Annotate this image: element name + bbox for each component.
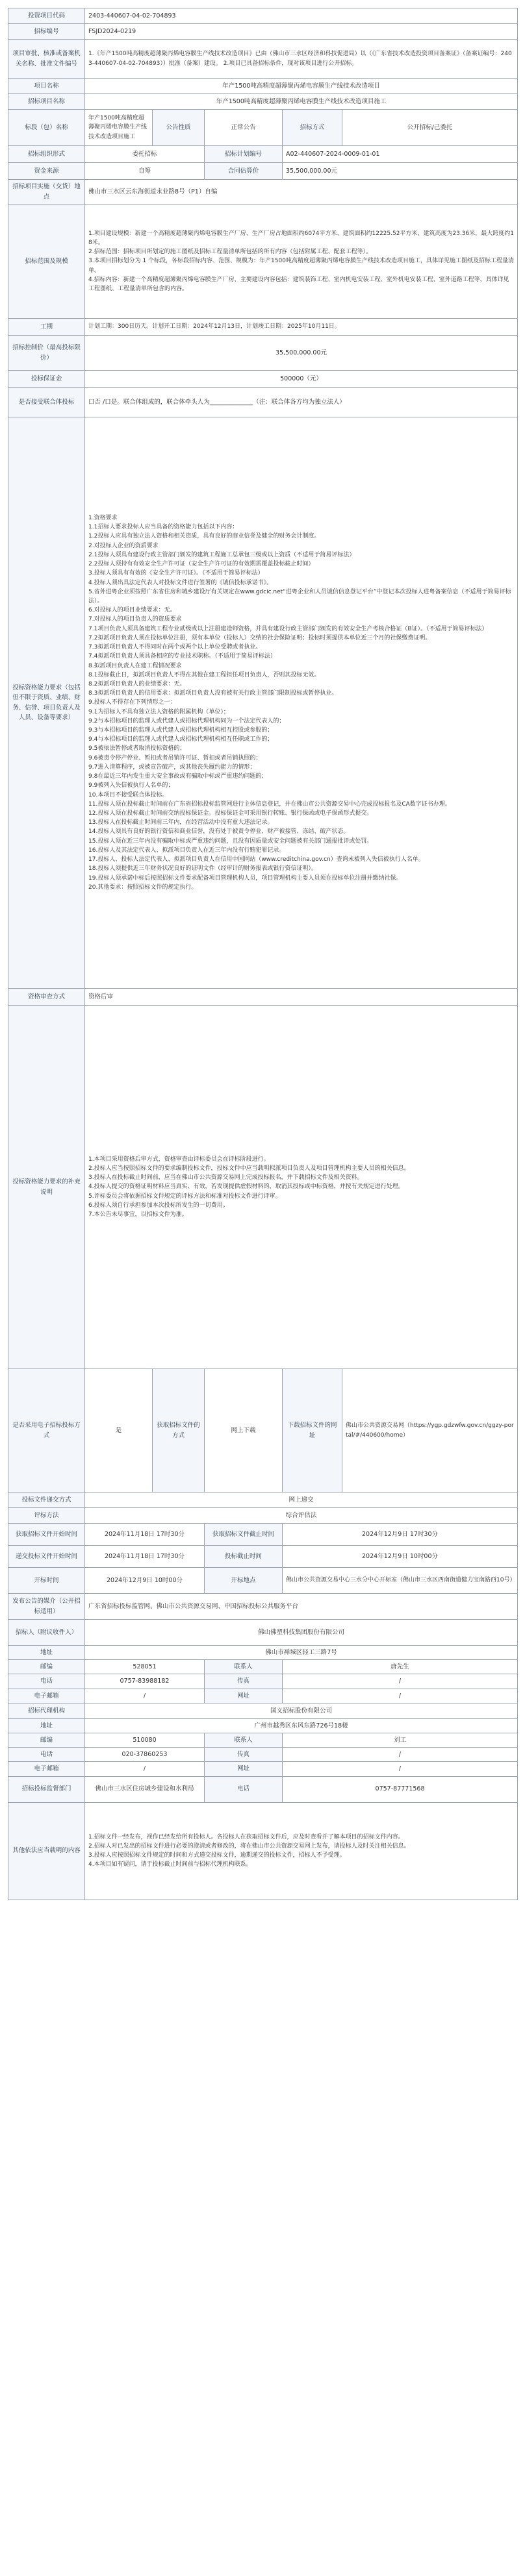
- tenderer-email-value: /: [85, 1689, 205, 1703]
- requirement-item: 6.对投标人的项目业绩要求：无。: [88, 607, 176, 614]
- row-submit-time: [8, 1546, 518, 1568]
- scope-item: 4.招标内容：新建一个高精度超薄聚丙烯电容膜生产厂房，主要建设内容包括：建筑装饰工程、室内机电安装工程、室外机电安装工程、室外道路工程等，具体详见工程图纸、工程量清单所包含的内容。: [88, 276, 509, 293]
- verify-value: 资格后审: [85, 989, 518, 1006]
- row-verify: [8, 989, 518, 1006]
- supervisor-tel-value: 0757-87771568: [283, 1776, 518, 1802]
- tenderer-email-label: 电子邮箱: [8, 1689, 85, 1703]
- tenderer-value: 佛山佛塑科技集团股份有限公司: [85, 1620, 518, 1646]
- requirement-item: 9.7进入清算程序，或被宣告破产，或其他丧失履约能力的情形；: [88, 763, 256, 771]
- agency-tel-label: 电话: [8, 1748, 85, 1762]
- org-label: 招标组织形式: [8, 146, 85, 163]
- agency-web-value: /: [283, 1762, 518, 1776]
- joint-bid-value: 口否 /口是。联合体组成的，联合体牵头人为______________（注：联合体各方均为独立法人）: [85, 388, 518, 417]
- submit-method-value: 网上递交: [85, 1492, 518, 1508]
- doc-start-value: 2024年11月18日 17时30分: [85, 1524, 205, 1546]
- requirement-item: 2.对投标人企业的资质要求: [88, 542, 159, 549]
- row-project-code: [8, 8, 518, 24]
- agency-contact-value: 刘工: [283, 1733, 518, 1747]
- doc-end-label: 获取招标文件截止时间: [205, 1524, 283, 1546]
- agency-fax-value: /: [283, 1748, 518, 1762]
- row-joint-bid: [8, 388, 518, 417]
- tenderer-tel-label: 电话: [8, 1674, 85, 1689]
- open-time-value: 2024年12月9日 10时00分: [85, 1568, 205, 1594]
- tenderer-addr-label: 地址: [8, 1646, 85, 1660]
- row-supervisor: [8, 1776, 518, 1802]
- requirement-item: 17.投标人、投标人法定代表人、拟派项目负责人在信用中国网站（www.creditchina.gov.cn）查询未被列入失信被执行人名单。: [88, 856, 424, 863]
- tenderer-zip-label: 邮编: [8, 1660, 85, 1674]
- row-notes: [8, 1006, 518, 1369]
- budget-source-value: 自筹: [85, 163, 205, 180]
- tender-no-label: 招标编号: [8, 24, 85, 40]
- agency-addr-label: 地址: [8, 1718, 85, 1733]
- requirement-item: 9.4与本招标项目的监理人或代建人或招标代理机构相互任职或工作的；: [88, 736, 274, 743]
- note-item: 6.投标人须自行承担参加本次投标所发生的一切费用。: [88, 1202, 229, 1209]
- requirement-item: 7.4拟派项目负责人须具备相应的专业技术职称。（不适用于简易评标法）: [88, 653, 276, 660]
- other-item: 3.投标人应按照招标文件规定的时间和方式递交投标文件，逾期递交的投标文件，招标人不予受理。: [88, 1852, 346, 1859]
- row-tenderer-zip: [8, 1660, 518, 1674]
- agency-email-value: /: [85, 1762, 205, 1776]
- note-item: 1.本项目采用资格后审方式，资格审查由评标委员会在评标阶段进行。: [88, 1156, 270, 1163]
- requirement-item: 9.1为招标人不具有独立法人资格的附属机构（单位）；: [88, 708, 229, 715]
- note-item: 5.评标委员会将依据招标文件规定的评标方法和标准对投标文件进行评审。: [88, 1193, 281, 1200]
- requirement-item: 9.投标人不得存在下列情形之一：: [88, 699, 176, 706]
- row-submit-method: [8, 1492, 518, 1508]
- agency-web-label: 网址: [205, 1762, 283, 1776]
- requirement-item: 15.投标人须在近三年内没有骗取中标或严重违约问题，且没有因质量或安全问题被有关部门通报批评或处罚。: [88, 837, 373, 845]
- tenderer-label: 招标人（附议收件人）: [8, 1620, 85, 1646]
- agency-label: 招标代理机构: [8, 1703, 85, 1718]
- requirement-item: 10.本项目不接受联合体投标。: [88, 791, 168, 799]
- agency-email-label: 电子邮箱: [8, 1762, 85, 1776]
- requirement-item: 9.6被责令停产停业、暂扣或者吊销许可证、暂扣或者吊销执照的；: [88, 754, 262, 762]
- row-eval: [8, 1508, 518, 1524]
- requirement-item: 9.5被依法暂停或者取消投标资格的；: [88, 745, 186, 752]
- row-agency-zip: [8, 1733, 518, 1747]
- tender-project-name-label: 招标项目名称: [8, 94, 85, 110]
- submit-start-label: 递交投标文件开始时间: [8, 1546, 85, 1568]
- project-code-label: 投资项目代码: [8, 8, 85, 24]
- requirement-item: 1.2投标人应具有独立法人资格和相关资质，具有良好的商业信誉及健全的财务会计制度。: [88, 533, 320, 540]
- requirement-item: 7.2拟派项目负责人须在投标单位注册，须有本单位（投标人）交纳的社会保险证明；投标时须提供本单位近三个月的社保缴费证明。: [88, 634, 431, 641]
- tenderer-web-value: /: [283, 1689, 518, 1703]
- requirement-item: 11.投标人须在投标截止时间前在广东省招标投标监管网进行主体信息登记，并在佛山市公共资源交易中心完成投标报名及CA数字证书办理。: [88, 800, 451, 808]
- e-bid-label: 是否采用电子招标投标方式: [8, 1369, 85, 1492]
- doc-end-value: 2024年12月9日 17时30分: [283, 1524, 518, 1546]
- requirement-item: 8.2拟派项目负责人的业绩要求：无。: [88, 680, 186, 687]
- row-tenderer-email: [8, 1689, 518, 1703]
- tender-method-label: 招标方式: [283, 110, 342, 146]
- notice-type-label: 公告性质: [153, 110, 205, 146]
- tenderer-addr-value: 佛山市禅城区轻工三路7号: [85, 1646, 518, 1660]
- scope-item: 2.招标范围：招标项目所划定的施工图纸及招标工程量清单所包括的所有内容（包括附属工程、配套工程等）。: [88, 249, 372, 256]
- notes-label: 投标资格能力要求的补充说明: [8, 1006, 85, 1369]
- row-scope: [8, 204, 518, 319]
- tenderer-fax-label: 传真: [205, 1674, 283, 1689]
- supervisor-value: 佛山市三水区住房城乡建设和水利局: [85, 1776, 205, 1802]
- media-label: 发布公告的媒介（公开招标适用）: [8, 1594, 85, 1620]
- requirement-item: 12.投标人须在投标截止时间前交纳投标保证金。投标保证金可采用银行转账、银行保函或电子保函形式提交。: [88, 810, 373, 817]
- requirement-item: 7.1项目负责人须具备建筑工程专业贰级或以上注册建造师资格，并具有建设行政主管部门颁发的有效安全生产考核合格证（B证）。（不适用于简易评标法）: [88, 625, 488, 632]
- get-doc-label: 获取招标文件的方式: [153, 1369, 205, 1492]
- row-tenderer-addr: [8, 1646, 518, 1660]
- scope-item: 3.本项目招标划分为 1 个标段，各标段招标内容、范围、规模为：年产1500吨高精度超薄聚丙烯电容膜生产线技术改造项目施工，具体详见施工图纸及招标工程量清单。: [88, 258, 514, 274]
- tender-project-name-value: 年产1500吨高精度超薄聚丙烯电容膜生产线技术改造项目施工: [85, 94, 518, 110]
- submit-start-value: 2024年11月18日 17时30分: [85, 1546, 205, 1568]
- row-agency: [8, 1703, 518, 1718]
- requirement-item: 8.1投标截止日，拟派项目负责人不得在其他在建工程担任项目负责人，否则其投标无效。: [88, 671, 320, 678]
- other-item: 4.本项目如有疑问，请于投标截止时间前与招标代理机构联系。: [88, 1861, 252, 1868]
- requirement-item: 20.其他要求：按照招标文件的规定执行。: [88, 884, 198, 891]
- requirement-item: 9.3与本招标项目的监理人或代建人或招标代理机构相互控股或参股的；: [88, 727, 274, 734]
- agency-tel-value: 020-37860253: [85, 1748, 205, 1762]
- other-item: 1.招标文件一经发布，视作已经发给所有投标人。各投标人在获取招标文件后，应及时查看并了解本项目的招标文件内容。: [88, 1833, 404, 1840]
- requirement-item: 14.投标人须具有良好的银行资信和商业信誉，没有处于被责令停业、财产被接管、冻结、破产状态。: [88, 828, 350, 836]
- agency-zip-value: 510080: [85, 1733, 205, 1747]
- other-body: [85, 1802, 518, 1900]
- verify-label: 资格审查方式: [8, 989, 85, 1006]
- doc-start-label: 获取招标文件开始时间: [8, 1524, 85, 1546]
- row-agency-tel: [8, 1748, 518, 1762]
- row-requirements: [8, 417, 518, 989]
- get-doc-value: 网上下载: [205, 1369, 283, 1492]
- supervisor-tel-label: 电话: [205, 1776, 283, 1802]
- other-item: 2.招标人对已发出的招标文件进行必要的澄清或者修改的，将在佛山市公共资源交易网上发布，请投标人及时关注相关信息。: [88, 1842, 410, 1850]
- row-doc-time: [8, 1524, 518, 1546]
- agency-contact-label: 联系人: [205, 1733, 283, 1747]
- media-value: 广东省招标投标监管网、佛山市公共资源交易网、中国招标投标公共服务平台: [85, 1594, 518, 1620]
- row-deposit: [8, 371, 518, 388]
- requirement-item: 2.1投标人须具有建设行政主管部门颁发的建筑工程施工总承包三级或以上资质（不适用于简易评标法）: [88, 551, 355, 558]
- row-section: [8, 110, 518, 146]
- tenderer-zip-value: 528051: [85, 1660, 205, 1674]
- deposit-value: 500000（元）: [85, 371, 518, 388]
- eval-value: 综合评估法: [85, 1508, 518, 1524]
- joint-bid-label: 是否接受联合体投标: [8, 388, 85, 417]
- requirement-item: 5.省外进粤企业须按照广东省住房和城乡建设厅有关规定在www.gdcic.net“进粤企业和人员诚信信息登记平台”中登记本次投标人进粤备案信息（不适用于简易评标法）。: [88, 588, 511, 604]
- row-project-name: [8, 79, 518, 94]
- section-label: 标段（包）名称: [8, 110, 85, 146]
- row-budget: [8, 163, 518, 180]
- requirement-item: 8.拟派项目负责人在建工程情况要求: [88, 662, 182, 669]
- tenderer-contact-label: 联系人: [205, 1660, 283, 1674]
- open-place-label: 开标地点: [205, 1568, 283, 1594]
- row-tenderer: [8, 1620, 518, 1646]
- estimate-value: 35,500,000.00元: [283, 163, 518, 180]
- row-control-price: [8, 336, 518, 371]
- requirement-item: 3.投标人须具有有效的《安全生产许可证》。（不适用于简易评标法）: [88, 570, 264, 577]
- row-open: [8, 1568, 518, 1594]
- e-bid-value: 是: [85, 1369, 153, 1492]
- row-agency-addr: [8, 1718, 518, 1733]
- requirements-body: [85, 417, 518, 989]
- doc-site-label: 下载招标文件的网址: [283, 1369, 342, 1492]
- requirement-item: 18.投标人须提供近三年财务状况良好的证明文件（经审计的财务报表或银行资信证明）。: [88, 865, 317, 873]
- eval-label: 评标方法: [8, 1508, 85, 1524]
- requirement-item: 9.2与本招标项目的监理人或代建人或招标代理机构同为一个法定代表人的；: [88, 717, 285, 724]
- tender-method-value: 公开招标/己委托: [342, 110, 518, 146]
- org-value: 委托招标: [85, 146, 205, 163]
- note-item: 3.投标人在投标截止时间前，应当在佛山市公共资源交易网上完成投标报名，并下载招标文件及相关资料。: [88, 1174, 363, 1182]
- agency-addr-value: 广州市越秀区东风东路726号18楼: [85, 1718, 518, 1733]
- row-tenderer-tel: [8, 1674, 518, 1689]
- control-price-value: 35,500,000.00元: [85, 336, 518, 371]
- row-media: [8, 1594, 518, 1620]
- row-approval: [8, 40, 518, 79]
- requirement-item: 1.资格要求: [88, 515, 118, 522]
- location-label: 招标项目实施（交货）地点: [8, 180, 85, 204]
- requirement-item: 13.投标人在投标截止时间前三年内，在经营活动中没有重大违法记录。: [88, 819, 274, 826]
- note-item: 2.投标人应当按照招标文件的要求编制投标文件，投标文件中应当载明拟派项目负责人及项目管理机构主要人员的相关信息。: [88, 1165, 410, 1172]
- notice-type-value: 正常公告: [205, 110, 283, 146]
- other-label: 其他依法应当载明的内容: [8, 1802, 85, 1900]
- section-value: 年产1500吨高精度超薄聚丙烯电容膜生产线技术改造项目施工: [85, 110, 153, 146]
- tender-announcement: [8, 8, 517, 1900]
- notes-body: [85, 1006, 518, 1369]
- requirement-item: 9.9被列入失信被执行人名单的；: [88, 782, 174, 789]
- tender-no-value: FSJD2024-0219: [85, 24, 518, 40]
- project-code-value: 2403-440607-04-02-704893: [85, 8, 518, 24]
- period-item: 计划工期：300日历天。计划开工日期：2024年12月13日，计划竣工日期：2025年10月11日。: [88, 323, 340, 330]
- approval-value: 1.《年产1500吨高精度超薄聚丙烯电容膜生产线技术改造项目》已由（佛山市三水区经济和科技促进局）以（《广东省技术改造投资项目备案证》（备案证编号：2403-440607-04-02-704893））批准（备案）建设。 2.项目已具备招标条件，现对该项目进行公开招标。: [85, 40, 518, 79]
- requirement-item: 7.3拟派项目负责人不得同时在两个或两个以上单位受聘或者执业。: [88, 644, 262, 651]
- requirement-item: 2.2投标人须持有有效安全生产许可证（安全生产许可证的有效期需覆盖投标截止时间）: [88, 561, 314, 568]
- budget-source-label: 资金来源: [8, 163, 85, 180]
- period-label: 工期: [8, 319, 85, 336]
- requirements-label: 投标资格能力要求（包括但不限于资质、业绩、财务、信誉、项目负责人及人员、设备等要求）: [8, 417, 85, 989]
- agency-zip-label: 邮编: [8, 1733, 85, 1747]
- estimate-label: 合同估算价: [205, 163, 283, 180]
- tenderer-contact-value: 唐先生: [283, 1660, 518, 1674]
- control-price-label: 招标控制价（最高投标限价）: [8, 336, 85, 371]
- row-location: [8, 180, 518, 204]
- deadline-label: 投标截止时间: [205, 1546, 283, 1568]
- row-agency-email: [8, 1762, 518, 1776]
- row-other: [8, 1802, 518, 1900]
- requirement-item: 7.对投标人的项目负责人的资质要求: [88, 616, 182, 623]
- row-organization: [8, 146, 518, 163]
- submit-method-label: 投标文件递交方式: [8, 1492, 85, 1508]
- tenderer-web-label: 网址: [205, 1689, 283, 1703]
- open-place-value: 佛山市公共资源交易中心三水分中心开标室（佛山市三水区西南街道健力宝南路西10号）: [283, 1568, 518, 1594]
- agency-fax-label: 传真: [205, 1748, 283, 1762]
- requirement-item: 16.投标人及其法定代表人、拟派项目负责人在近三年内没有行贿犯罪记录。: [88, 847, 285, 854]
- tenderer-tel-value: 0757-83988182: [85, 1674, 205, 1689]
- open-time-label: 开标时间: [8, 1568, 85, 1594]
- row-e-bid: [8, 1369, 518, 1492]
- requirement-item: 1.1招标人要求投标人应当具备的资格能力包括以下内容：: [88, 524, 238, 531]
- tenderer-fax-value: /: [283, 1674, 518, 1689]
- requirement-item: 4.投标人须出具法定代表人对投标文件进行签署的《诚信投标承诺书》。: [88, 579, 273, 586]
- requirement-item: 19.投标人须承诺中标后按照招标文件要求配备项目管理机构人员，项目管理机构主要人员须在投标单位注册并缴纳社保。: [88, 874, 402, 882]
- announcement-table: [8, 8, 518, 1900]
- plan-no-value: A02-440607-2024-0009-01-01: [283, 146, 518, 163]
- doc-site-value: 佛山市公共资源交易网（https://ygp.gdzwfw.gov.cn/ggzy-portal/#/440600/home）: [342, 1369, 518, 1492]
- agency-value: 国义招标股份有限公司: [85, 1703, 518, 1718]
- row-tender-no: [8, 24, 518, 40]
- scope-label: 招标范围及规模: [8, 204, 85, 319]
- plan-no-label: 招标计划编号: [205, 146, 283, 163]
- note-item: 4.投标人提交的资格证明材料应当真实、有效，若发现提供虚假材料的，取消其投标或中标资格，并按有关规定进行处理。: [88, 1183, 404, 1191]
- supervisor-label: 招标投标监督部门: [8, 1776, 85, 1802]
- deadline-value: 2024年12月9日 10时00分: [283, 1546, 518, 1568]
- project-name-value: 年产1500吨高精度超薄聚丙烯电容膜生产线技术改造项目: [85, 79, 518, 94]
- requirement-item: 9.8在最近三年内发生重大安全事故或有骗取中标或严重违约问题的；: [88, 773, 268, 780]
- location-value: 佛山市三水区云东海街道永业路8号（P1）自编: [85, 180, 518, 204]
- project-name-label: 项目名称: [8, 79, 85, 94]
- row-tender-project-name: [8, 94, 518, 110]
- row-period: [8, 319, 518, 336]
- note-item: 7.本公告未尽事宜，以招标文件为准。: [88, 1211, 188, 1219]
- scope-item: 1.项目建设规模：新建一个高精度超薄聚丙烯电容膜生产厂房、生产厂房占地面积约6074平方米、建筑面积约12225.52平方米、建筑高度为23.36米，最大跨度约18米。: [88, 230, 514, 246]
- deposit-label: 投标保证金: [8, 371, 85, 388]
- requirement-item: 8.3拟派项目负责人的信用要求：拟派项目负责人没有被有关行政主管部门限制投标或暂停执业。: [88, 690, 338, 697]
- approval-label: 项目审批、核准或备案机关名称、批准文件编号: [8, 40, 85, 79]
